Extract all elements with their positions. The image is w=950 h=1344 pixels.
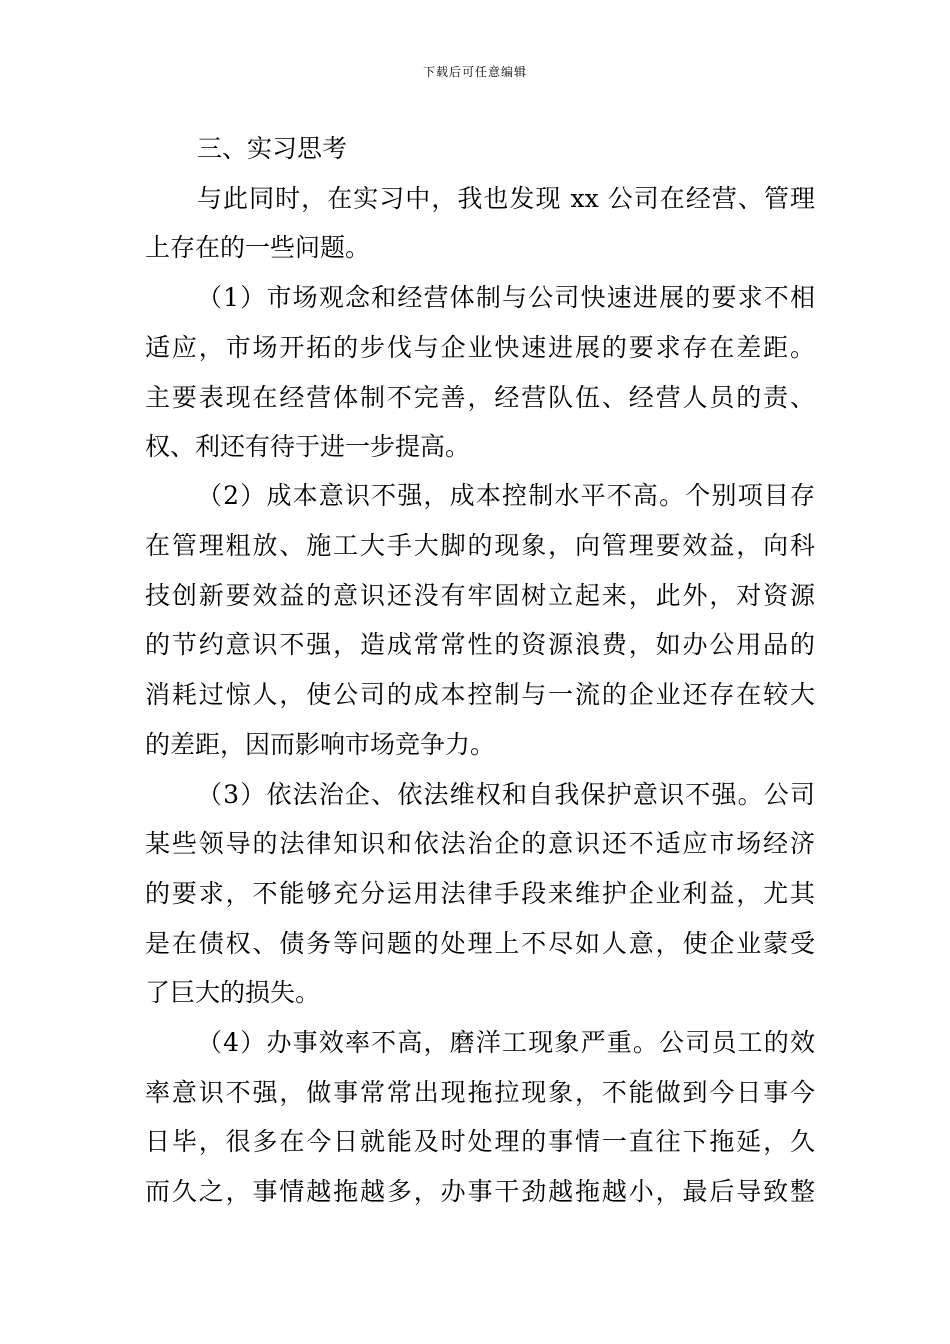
paragraph-line: 权、利还有待于进一步提高。 <box>145 432 471 461</box>
page-header: 下载后可任意编辑 <box>422 65 527 79</box>
paragraph-line: 而久之，事情越拖越多，办事干劲越拖越小，最后导致整 <box>145 1177 815 1206</box>
paragraph-line: （1）市场观念和经营体制与公司快速进展的要求不相 <box>197 283 815 312</box>
paragraph-line: 的要求，不能够充分运用法律手段来维护企业利益，尤其 <box>145 879 815 908</box>
paragraph-line: 在管理粗放、施工大手大脚的现象，向管理要效益，向科 <box>145 531 815 560</box>
paragraph-line: 日毕，很多在今日就能及时处理的事情一直往下拖延，久 <box>145 1127 815 1156</box>
paragraph-line: 适应，市场开拓的步伐与企业快速进展的要求存在差距。 <box>145 333 815 362</box>
paragraph-line: 率意识不强，做事常常出现拖拉现象，不能做到今日事今 <box>145 1078 815 1107</box>
paragraph-line: （4）办事效率不高，磨洋工现象严重。公司员工的效 <box>197 1028 815 1057</box>
paragraph-line: 是在债权、债务等问题的处理上不尽如人意，使企业蒙受 <box>145 929 815 958</box>
paragraph-line: 上存在的一些问题。 <box>145 233 371 262</box>
paragraph-line: 的节约意识不强，造成常常性的资源浪费，如办公用品的 <box>145 630 815 659</box>
paragraph-line: （3）依法治企、依法维权和自我保护意识不强。公司 <box>197 780 815 809</box>
paragraph-line: 技创新要效益的意识还没有牢固树立起来，此外，对资源 <box>145 581 815 610</box>
paragraph-line: 主要表现在经营体制不完善，经营队伍、经营人员的责、 <box>145 383 815 412</box>
paragraph-line: 了巨大的损失。 <box>145 978 321 1007</box>
paragraph-line: （2）成本意识不强，成本控制水平不高。个别项目存 <box>197 481 815 510</box>
paragraph-line: 消耗过惊人，使公司的成本控制与一流的企业还存在较大 <box>145 680 815 709</box>
paragraph-line: 的差距，因而影响市场竞争力。 <box>145 730 496 759</box>
paragraph-line: 某些领导的法律知识和依法治企的意识还不适应市场经济 <box>145 829 815 858</box>
paragraph-line: 与此同时，在实习中，我也发现 xx 公司在经营、管理 <box>197 184 815 213</box>
section-heading: 三、实习思考 <box>197 134 348 163</box>
